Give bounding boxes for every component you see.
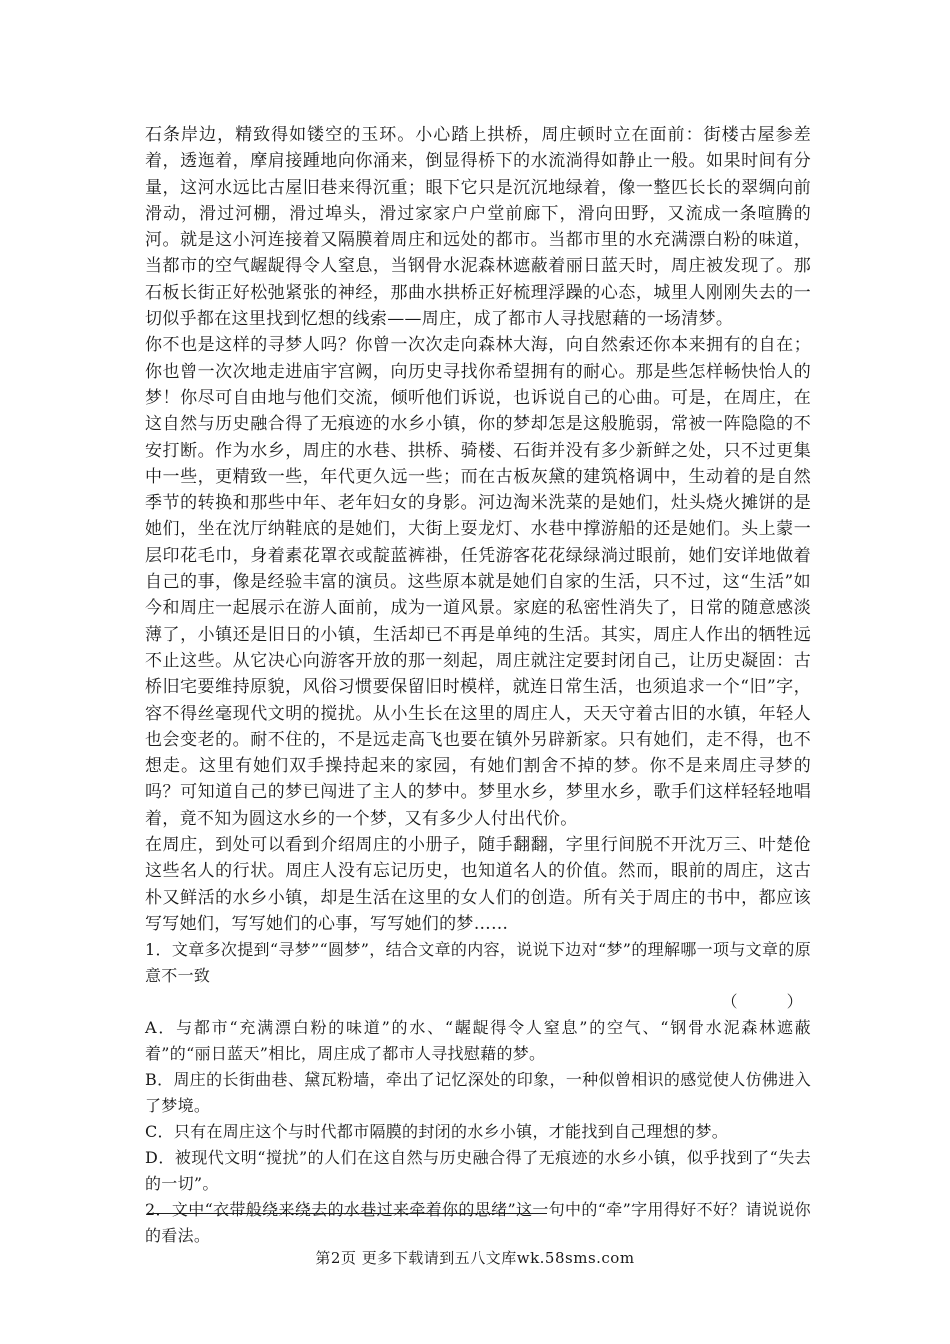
- answer-line: [147, 1213, 547, 1214]
- question-section: [145, 937, 811, 1249]
- paragraph-3: 在周庄，到处可以看到介绍周庄的小册子，随手翻翻，字里行间脱不开沈万三、叶楚伧这些名人的行状。周庄人没有忘记历史，也知道名人的价值。然而，眼前的周庄，这古朴又鲜活的水乡小镇，却是生活在这里的女人们的创造。所有关于周庄的书中，都应该写写她们，写写她们的心事，写写她们的梦……: [145, 835, 811, 934]
- page-footer: 第2页 更多下载请到五八文库wk.58sms.com: [315, 1249, 635, 1267]
- option-c: C．只有在周庄这个与时代都市隔膜的封闭的水乡小镇，才能找到自己理想的梦。: [145, 1122, 729, 1142]
- question-1-answer-paren: （ ）: [721, 992, 803, 1012]
- paragraph-2: 你不也是这样的寻梦人吗？你曾一次次走向森林大海，向自然索还你本来拥有的自在；你也曾一次次地走进庙宇宫阙，向历史寻找你希望拥有的耐心。那是些怎样畅快怡人的梦！你尽可自由地与他们交流，倾听他们诉说，也诉说自己的心曲。可是，在周庄，在这自然与历史融合得了无痕迹的水乡小镇，你的梦却怎是这般脆弱，常被一阵隐隐的不安打断。作为水乡，周庄的水巷、拱桥、骑楼、石街并没有多少新鲜之处，只不过更集中一些，更精致一些，年代更久远一些；而在古板灰黛的建筑格调中，生动着的是自然季节的转换和那些中年、老年妇女的身影。河边淘米洗菜的是她们，灶头烧火摊饼的是她们，坐在沈厅纳鞋底的是她们，大街上耍龙灯、水巷中撑游船的还是她们。头上蒙一层印花毛巾，身着素花罩衣或靛蓝裤褂，任凭游客花花绿绿淌过眼前，她们安详地做着自己的事，像是经验丰富的演员。这些原本就是她们自家的生活，只不过，这“生活”如今和周庄一起展示在游人面前，成为一道风景。家庭的私密性消失了，日常的随意感淡薄了，小镇还是旧日的小镇，生活却已不再是单纯的生活。其实，周庄人作出的牺牲远不止这些。从它决心向游客开放的那一刻起，周庄就注定要封闭自己，让历史凝固：古桥旧宅要维持原貌，风俗习惯要保留旧时模样，就连日常生活，也须追求一个“旧”字，容不得丝毫现代文明的搅扰。从小生长在这里的周庄人，天天守着古旧的水镇，年轻人也会变老的。耐不住的，不是远走高飞也要在镇外另辟新家。只有她们，走不得，也不想走。这里有她们双手操持起来的家园，有她们割舍不掉的梦。你不是来周庄寻梦的吗？可知道自己的梦已闯进了主人的梦中。梦里水乡，梦里水乡，歌手们这样轻轻地唱着，竟不知为圆这水乡的一个梦，又有多少人付出代价。: [145, 335, 811, 829]
- question-1: 1．文章多次提到“寻梦”“圆梦”，结合文章的内容，说说下边对“梦”的理解哪一项与文章的原意不一致: [145, 940, 811, 986]
- paragraph-1: 石条岸边，精致得如镂空的玉环。小心踏上拱桥，周庄顿时立在面前：街楼古屋参差着，透迤着，摩肩接踵地向你涌来，倒显得桥下的水流淌得如静止一般。如果时间有分量，这河水远比古屋旧巷来得沉重；眼下它只是沉沉地绿着，像一整匹长长的翠绸向前滑动，滑过河棚，滑过埠头，滑过家家户户堂前廊下，滑向田野，又流成一条喧腾的河。就是这小河连接着又隔膜着周庄和远处的都市。当都市里的水充满漂白粉的味道，当都市的空气龌龊得令人窒息，当钢骨水泥森林遮蔽着丽日蓝天时，周庄被发现了。那石板长街正好松弛紧张的神经，那曲水拱桥正好梳理浮躁的心态，城里人刚刚失去的一切似乎都在这里找到忆想的线索——周庄，成了都市人寻找慰藉的一场清梦。: [145, 125, 811, 330]
- option-a: A．与都市“充满漂白粉的味道”的水、“龌龊得令人窒息”的空气、“钢骨水泥森林遮蔽着”的“丽日蓝天”相比，周庄成了都市人寻找慰藉的梦。: [145, 1018, 811, 1064]
- question-2: 2．文中“衣带般绕来绕去的水巷过来牵着你的思绪”这一句中的“牵”字用得好不好？请说说你的看法。: [145, 1200, 811, 1246]
- article-body: [145, 122, 811, 1249]
- option-d: D．被现代文明“搅扰”的人们在这自然与历史融合得了无痕迹的水乡小镇，似乎找到了“失去的一切”。: [145, 1148, 811, 1194]
- option-b: B．周庄的长街曲巷、黛瓦粉墙，牵出了记忆深处的印象，一种似曾相识的感觉使人仿佛进入了梦境。: [145, 1070, 811, 1116]
